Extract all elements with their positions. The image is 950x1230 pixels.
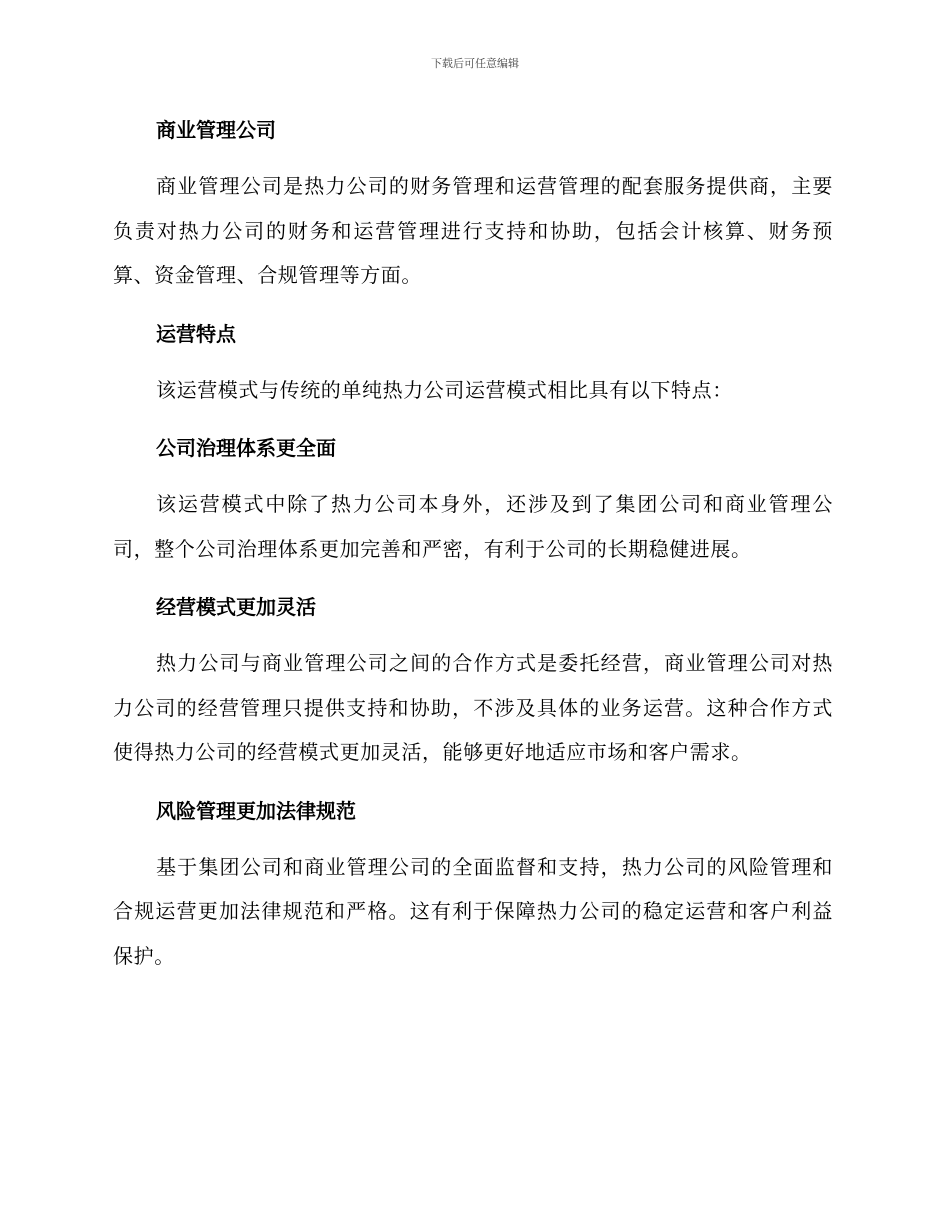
page-header-note: 下载后可任意编辑 — [431, 57, 519, 70]
section-heading: 风险管理更加法律规范 — [156, 798, 356, 823]
section-paragraph: 该运营模式中除了热力公司本身外，还涉及到了集团公司和商业管理公司，整个公司治理体系更加完善和严密，有利于公司的长期稳健进展。 — [113, 492, 833, 561]
document-body — [113, 110, 833, 978]
section-heading: 运营特点 — [156, 321, 236, 346]
section-heading: 公司治理体系更全面 — [156, 436, 336, 460]
section-paragraph: 基于集团公司和商业管理公司的全面监督和支持，热力公司的风险管理和合规运营更加法律规范和严格。这有利于保障热力公司的稳定运营和客户利益保护。 — [113, 854, 833, 968]
section-heading: 经营模式更加灵活 — [156, 595, 316, 619]
section-paragraph: 商业管理公司是热力公司的财务管理和运营管理的配套服务提供商，主要负责对热力公司的财务和运营管理进行支持和协助，包括会计核算、财务预算、资金管理、合规管理等方面。 — [113, 174, 833, 287]
section-heading: 商业管理公司 — [156, 118, 276, 142]
section-paragraph: 该运营模式与传统的单纯热力公司运营模式相比具有以下特点： — [156, 377, 733, 402]
section-paragraph: 热力公司与商业管理公司之间的合作方式是委托经营，商业管理公司对热力公司的经营管理只提供支持和协助，不涉及具体的业务运营。这种合作方式使得热力公司的经营模式更加灵活，能够更好地适应市场和客户需求。 — [113, 651, 833, 764]
